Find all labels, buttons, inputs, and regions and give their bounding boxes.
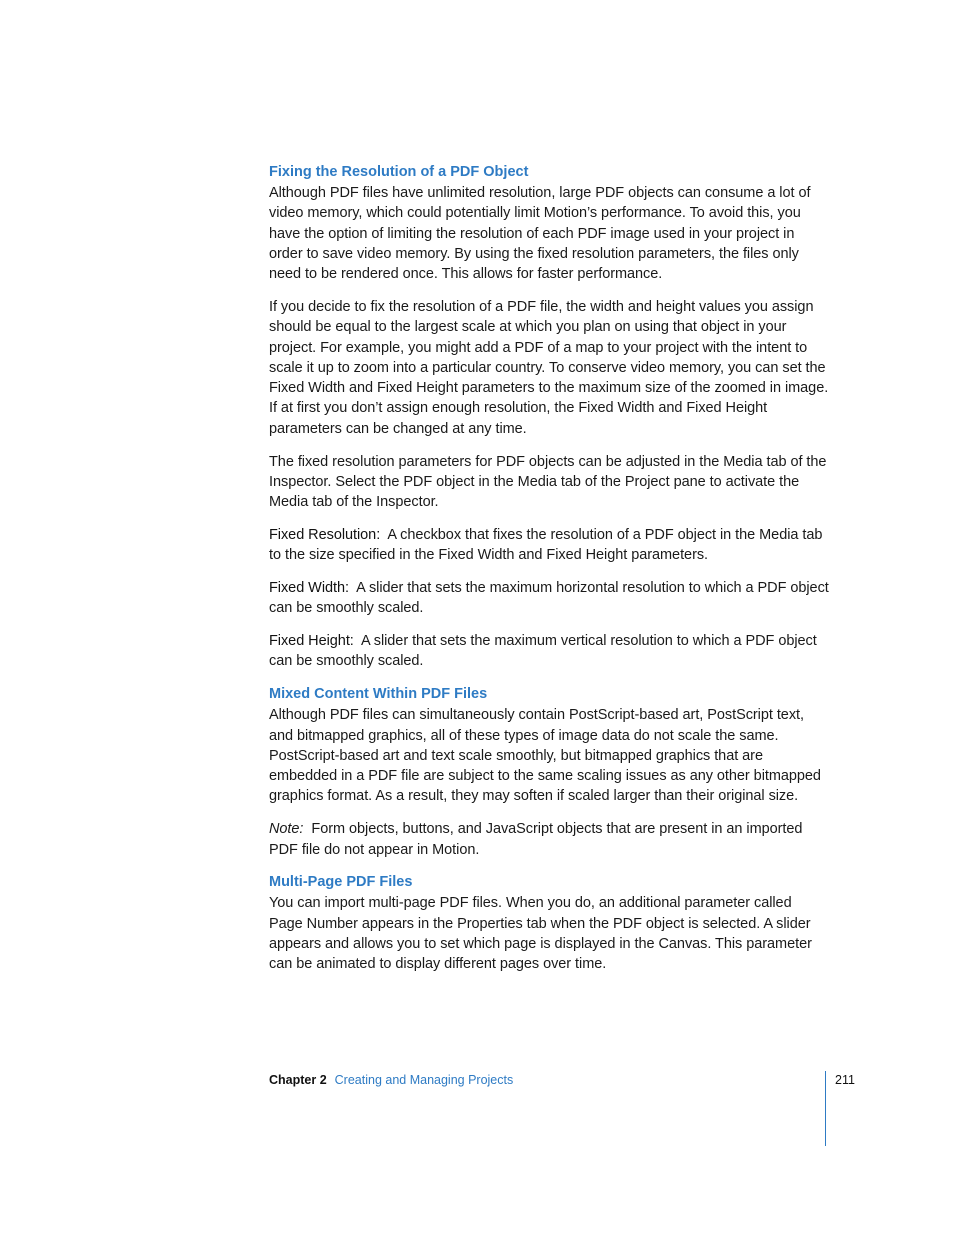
paragraph: You can import multi-page PDF files. When you do, an additional parameter called Page Number appears in the Properties tab when the PDF object is selected. A slider appears and allows you to set which page is displayed in the Canvas. This parameter can be animated to display different pages over time. (269, 895, 812, 973)
paragraph: The fixed resolution parameters for PDF objects can be adjusted in the Media tab of the Inspector. Select the PDF object in the Media tab of the Project pane to activate the Media tab of the Inspector. (269, 453, 827, 511)
page-content (269, 162, 829, 987)
footer-chapter (269, 1072, 513, 1088)
definition-description: A checkbox that fixes the resolution of a PDF object in the Media tab to the size specified in the Fixed Width and Fixed Height parameters. (269, 526, 823, 564)
definition-term: Fixed Height: (269, 633, 354, 650)
definition-fixed-height (269, 631, 829, 672)
chapter-label: Chapter 2 (269, 1073, 327, 1087)
section-heading-mixed-content: Mixed Content Within PDF Files (269, 686, 488, 703)
section-heading-fixing-resolution: Fixing the Resolution of a PDF Object (269, 164, 529, 180)
definition-term: Fixed Resolution: (269, 526, 381, 543)
definition-description: A slider that sets the maximum vertical resolution to which a PDF object can be smoothly scaled. (269, 633, 817, 670)
definition-description: A slider that sets the maximum horizontal resolution to which a PDF object can be smoothly scaled. (269, 580, 829, 617)
definition-fixed-resolution (269, 525, 829, 566)
page-number: 211 (835, 1073, 855, 1087)
section-heading-multi-page: Multi-Page PDF Files (269, 874, 413, 891)
paragraph: Although PDF files can simultaneously contain PostScript-based art, PostScript text, and bitmapped graphics, all of these types of image data do not scale the same. PostScript-based art and text scale smoothly, but bitmapped graphics that are embedded in a PDF file are subject to the same scaling issues as any other bitmapped graphics format. As a result, they may soften if scaled larger than their original size. (269, 707, 821, 805)
definition-term: Fixed Width: (269, 580, 349, 597)
note-label: Note: (269, 821, 304, 838)
paragraph: Although PDF files have unlimited resolution, large PDF objects can consume a lot of video memory, which could potentially limit Motion’s performance. To avoid this, you have the option of limiting the resolution of each PDF image used in your project in order to save video memory. By using the fixed resolution parameters, the files only need to be rendered once. This allows for faster performance. (269, 185, 811, 283)
definition-fixed-width (269, 578, 829, 619)
chapter-title: Creating and Managing Projects (334, 1073, 514, 1087)
note-text: Form objects, buttons, and JavaScript objects that are present in an imported PDF file do not appear in Motion. (269, 821, 803, 858)
note (269, 819, 829, 860)
paragraph: If you decide to fix the resolution of a PDF file, the width and height values you assign should be equal to the largest scale at which you plan on using that object in your project. For example, you might add a PDF of a map to your project with the intent to scale it up to zoom into a particular country. To conserve video memory, you can set the Fixed Width and Fixed Height parameters to the maximum size of the zoomed in image. If at first you don’t assign enough resolution, the Fixed Width and Fixed Height parameters can be changed at any time. (269, 298, 829, 437)
footer-divider (825, 1071, 826, 1146)
